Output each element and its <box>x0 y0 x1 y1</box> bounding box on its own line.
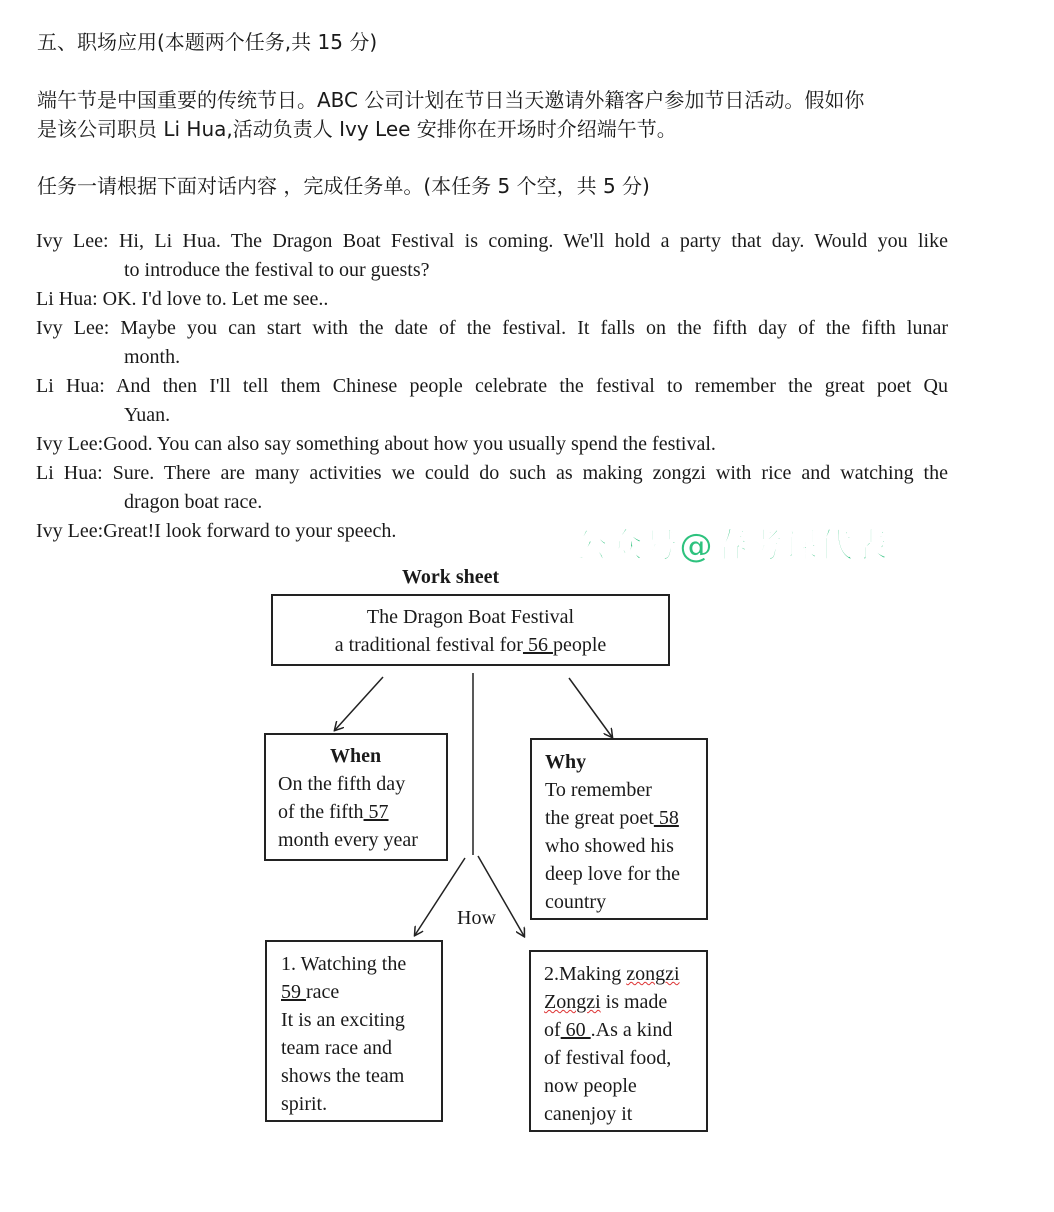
how2-word-zongzi-cap: Zongzi <box>544 991 601 1013</box>
how2-line-4: of festival food, <box>544 1047 672 1069</box>
arrow-when <box>335 677 383 730</box>
how-label: How <box>457 907 496 929</box>
when-line-2 <box>278 798 446 826</box>
box-how-2 <box>529 950 708 1132</box>
how2-line-6: canenjoy it <box>544 1103 633 1125</box>
dialogue-line-cont: to introduce the festival to our guests? <box>124 259 430 281</box>
box-when <box>264 733 448 861</box>
why-line-2 <box>545 804 706 832</box>
how1-line-2 <box>281 978 441 1006</box>
how1-line-6: spirit. <box>281 1093 328 1115</box>
dialogue-line: Li Hua: Sure. There are many activities we could do such as making zongzi with rice and watching the <box>36 462 948 484</box>
festival-desc-text: a traditional festival for <box>334 634 523 656</box>
festival-name: The Dragon Boat Festival <box>366 606 575 628</box>
how2-line-3 <box>544 1016 706 1044</box>
arrow-why <box>569 678 612 737</box>
why-line-5: country <box>545 891 607 913</box>
why-line-4: deep love for the <box>545 863 680 885</box>
how2-line-3-pre: of <box>544 1019 561 1041</box>
worksheet-title: Work sheet <box>402 566 500 588</box>
blank-57: 57 <box>363 801 389 823</box>
when-line-1: On the fifth day <box>278 773 406 795</box>
dialogue-line: Li Hua: OK. I'd love to. Let me see.. <box>36 288 329 310</box>
why-title: Why <box>545 751 587 773</box>
box-how-1 <box>265 940 443 1122</box>
why-line-3: who showed his <box>545 835 674 857</box>
box-why <box>530 738 708 920</box>
dialogue-line: Ivy Lee: Hi, Li Hua. The Dragon Boat Festival is coming. We'll hold a party that day. Would you like <box>36 230 948 252</box>
watermark: 公众号@春考课代表 <box>574 526 889 566</box>
festival-desc <box>273 631 668 659</box>
dialogue-line: Ivy Lee: Maybe you can start with the date of the festival. It falls on the fifth day of the fifth lunar <box>36 317 948 339</box>
when-line-2-text: of the fifth <box>278 801 364 823</box>
blank-58: 58 <box>653 807 679 829</box>
how1-line-5: shows the team <box>281 1065 405 1087</box>
dialogue-line: Ivy Lee:Great!I look forward to your speech. <box>36 520 397 542</box>
how1-line-3: It is an exciting <box>281 1009 405 1031</box>
when-line-3: month every year <box>278 829 418 851</box>
when-title: When <box>330 745 382 767</box>
how2-line-2 <box>544 988 706 1016</box>
blank-56: 56 <box>522 634 553 656</box>
how2-word-zongzi: zongzi <box>626 963 680 985</box>
box-festival <box>271 594 670 666</box>
dialogue-line: Li Hua: And then I'll tell them Chinese people celebrate the festival to remember the great poet Qu <box>36 375 948 397</box>
task1-title: 任务一请根据下面对话内容 ，完成任务单。(本任务 5 个空，共 5 分) <box>37 174 650 198</box>
blank-59: 59 <box>281 981 306 1003</box>
how1-line-4: team race and <box>281 1037 393 1059</box>
dialogue-line-cont: dragon boat race. <box>124 491 263 513</box>
why-line-1: To remember <box>545 779 652 801</box>
intro-line-2: 是该公司职员 Li Hua,活动负责人 Ivy Lee 安排你在开场时介绍端午节。 <box>37 117 677 141</box>
dialogue-line-cont: month. <box>124 346 181 368</box>
how2-line-3-post: .As a kind <box>590 1019 673 1041</box>
intro-line-1: 端午节是中国重要的传统节日。ABC 公司计划在节日当天邀请外籍客户参加节日活动。假如你 <box>37 88 865 112</box>
how2-line-2-text: is made <box>605 991 668 1013</box>
dialogue-line-cont: Yuan. <box>124 404 171 426</box>
how1-line-2-text: race <box>306 981 340 1003</box>
why-line-2-text: the great poet <box>545 807 654 829</box>
how2-line-1-text: 2.Making <box>544 963 622 985</box>
section-title: 五、职场应用(本题两个任务,共 15 分) <box>37 30 378 54</box>
festival-desc-end: people <box>552 634 607 656</box>
blank-60: 60 <box>560 1019 591 1041</box>
how1-line-1: 1. Watching the <box>281 953 407 975</box>
how2-line-5: now people <box>544 1075 637 1097</box>
how2-line-1 <box>544 960 706 988</box>
dialogue-line: Ivy Lee:Good. You can also say something about how you usually spend the festival. <box>36 433 716 455</box>
